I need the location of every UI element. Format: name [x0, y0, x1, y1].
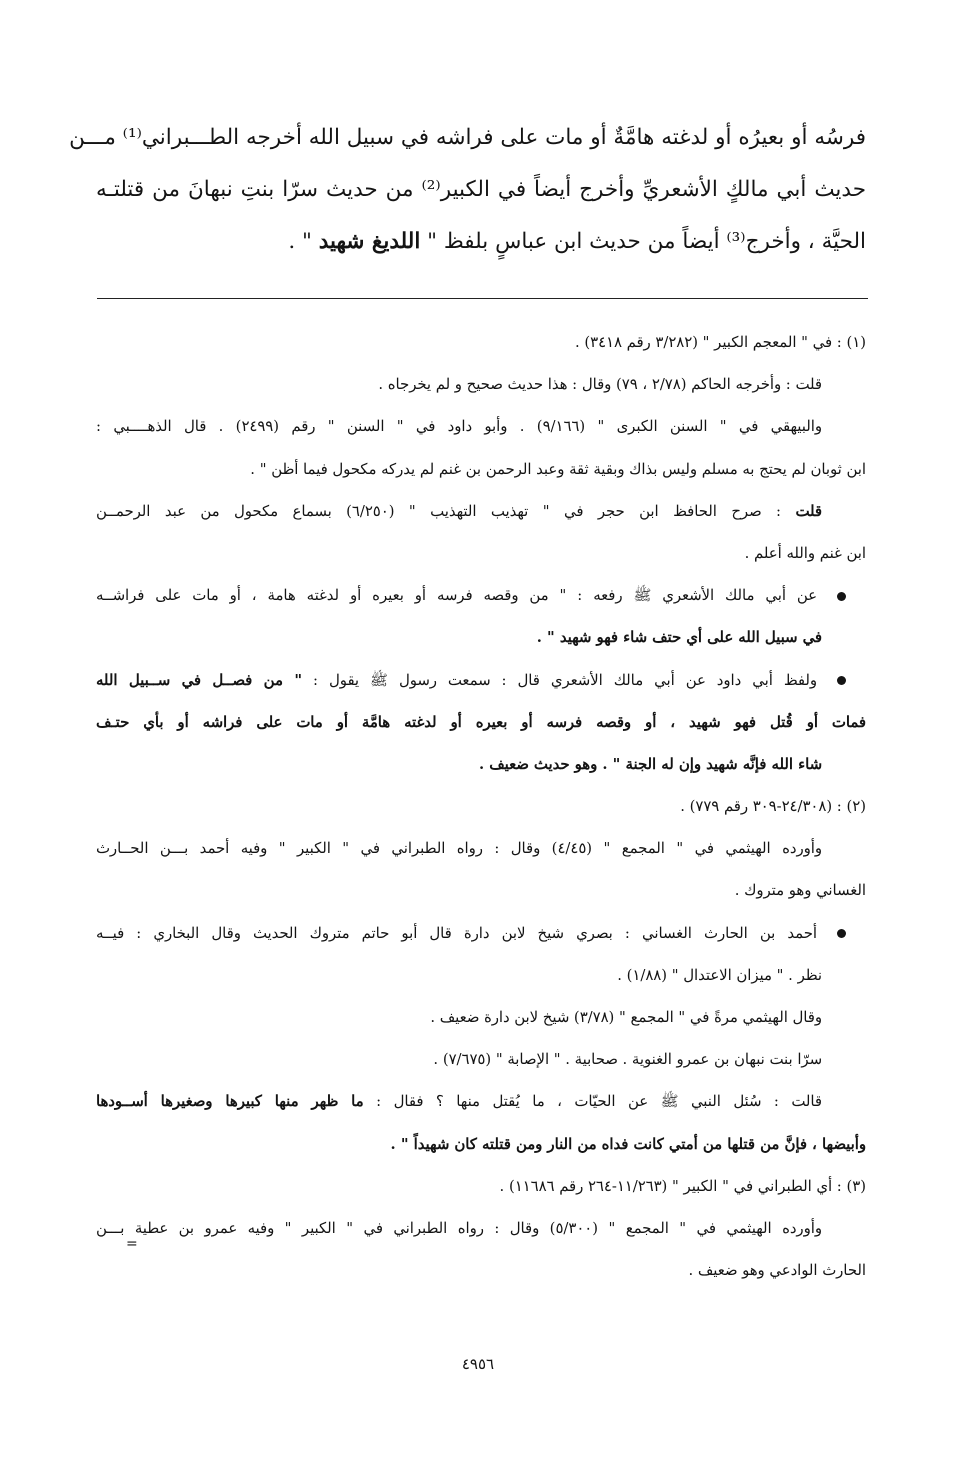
main-text-segment: " .	[288, 229, 319, 254]
footnote-line: (٢) : (٢٤/٣٠٨-٣٠٩ رقم ٧٧٩) .	[680, 798, 866, 816]
footnote-line: شاء الله فإنَّه شهيد وإن له الجنة " . وهو حديث ضعيف .	[478, 755, 822, 773]
footnote-line	[96, 491, 866, 533]
footnote-line: وقال الهيثمي مرةً في " المجمع " (٣/٧٨) شيخ لابن دارة ضعيف .	[430, 1009, 822, 1026]
main-text-bold-phrase: اللديغ شهيد	[318, 229, 421, 254]
footnote-bullet-line	[96, 660, 866, 702]
footnote-line: في سبيل الله على أي حتف شاء فهو شهيد " .	[536, 629, 822, 647]
bullet-icon	[837, 592, 846, 601]
footnote-segment: عن أبي مالك الأشعري ﷺ رفعه : " من وقصه فرسه أو بعيره أو لدغته هامة ، أو مات على فراشــه	[96, 587, 817, 605]
footnote-line: وأبيضها ، فإنَّ من قتلها من أمتي كانت فداه من النار ومن قتلته كان شهيداً " .	[390, 1135, 866, 1153]
footnote-line: ابن ثوبان لم يحتج به مسلم وليس بذاك وبقية ثقة وعبد الرحمن بن غنم لم يدركه مكحول فيما أظن " .	[250, 460, 866, 478]
footnote-segment: ولفظ أبي داود عن أبي مالك الأشعري قال : سمعت رسول ﷺ يقول :	[302, 671, 818, 689]
footnotes	[96, 322, 866, 1292]
footnote-segment: : صرح الحافظ ابن حجر في " تهذيب التهذيب " (٦/٢٥٠) بسماع مكحول من عبد الرحمــن	[96, 502, 796, 520]
footnote-line	[96, 1081, 866, 1123]
bullet-icon	[837, 929, 846, 938]
main-text-line: فرسُه أو بعيرُه أو لدغته هامَّةٌ أو مات على فراشه في سبيل الله أخرجه الطـــبراني⁽¹⁾ مـــن	[69, 125, 866, 150]
footnote-separator	[97, 298, 868, 299]
footnote-bold-phrase: " من فصــل في ســبيل الله	[96, 671, 303, 689]
main-text	[69, 112, 866, 268]
footnote-line: الحارث الوادعي وهو ضعيف .	[688, 1262, 866, 1280]
footnote-segment: أحمد بن الحارث الغساني : بصري شيخ لابن دارة قال أبو حاتم متروك الحديث وقال البخاري : فيــه	[96, 924, 817, 942]
footnote-line: والبيهقي في " السنن الكبرى " (٩/١٦٦) . وأبو داود في " السنن " رقم (٢٤٩٩) . قال الذهــــبي :	[96, 418, 823, 436]
footnote-line: نظر . " ميزان الاعتدال " (١/٨٨) .	[617, 966, 822, 984]
main-text-line	[96, 216, 866, 268]
main-text-line: حديث أبي مالكٍ الأشعريِّ وأخرج أيضاً في الكبير⁽²⁾ من حديث سرّا بنتِ نبهانَ من قتلتـه	[96, 177, 866, 202]
footnote-line: ابن غنم والله أعلم .	[744, 544, 866, 562]
continuation-mark: =	[126, 1236, 138, 1252]
footnote-line: قلت : وأخرجه الحاكم (٢/٧٨ ، ٧٩) وقال : هذا حديث صحيح و لم يخرجاه .	[378, 376, 822, 394]
footnote-line: (١) : في " المعجم الكبير " (٣/٢٨٢ رقم ٣٤١٨) .	[574, 334, 866, 351]
main-text-segment: الحيَّة ، وأخرج⁽³⁾ أيضاً من حديث ابن عباسٍ بلفظ "	[420, 229, 866, 254]
page-number: ٤٩٥٦	[461, 1355, 495, 1373]
footnote-segment: قالت : سُئل النبي ﷺ عن الحيّات ، ما يُقتل منها ؟ فقال :	[363, 1093, 823, 1111]
footnote-line: وأورده الهيثمي في " المجمع " (٤/٤٥) وقال : رواه الطبراني في " الكبير " وفيه أحمد بـــن الحــارث	[96, 840, 822, 858]
footnote-line: فمات أو قُتل فهو شهيد ، أو وقصه فرسه أو بعيره أو لدغته هامَّة أو مات على فراشه أو بأي حتـف	[96, 713, 866, 731]
footnote-line: سرّا بنت نبهان بن عمرو الغنوية . صحابية . " الإصابة " (٧/٦٧٥) .	[433, 1051, 822, 1069]
footnote-bullet-line	[96, 575, 866, 617]
footnote-bold-phrase: ما ظهر منها كبيرها وصغيرها أســودها	[96, 1093, 364, 1111]
footnote-line: الغساني وهو متروك .	[734, 882, 866, 900]
bullet-icon	[837, 676, 846, 685]
footnote-bold-word: قلت	[795, 502, 822, 520]
footnote-bullet-line	[96, 913, 866, 955]
footnote-line: (٣) : أي الطبراني في " الكبير " (١١/٢٦٣-٢٦٤ رقم ١١٦٨٦) .	[499, 1177, 866, 1195]
footnote-line: وأورده الهيثمي في " المجمع " (٥/٣٠٠) وقال : رواه الطبراني في " الكبير " وفيه عمرو بن عطية بـــن	[96, 1219, 822, 1237]
